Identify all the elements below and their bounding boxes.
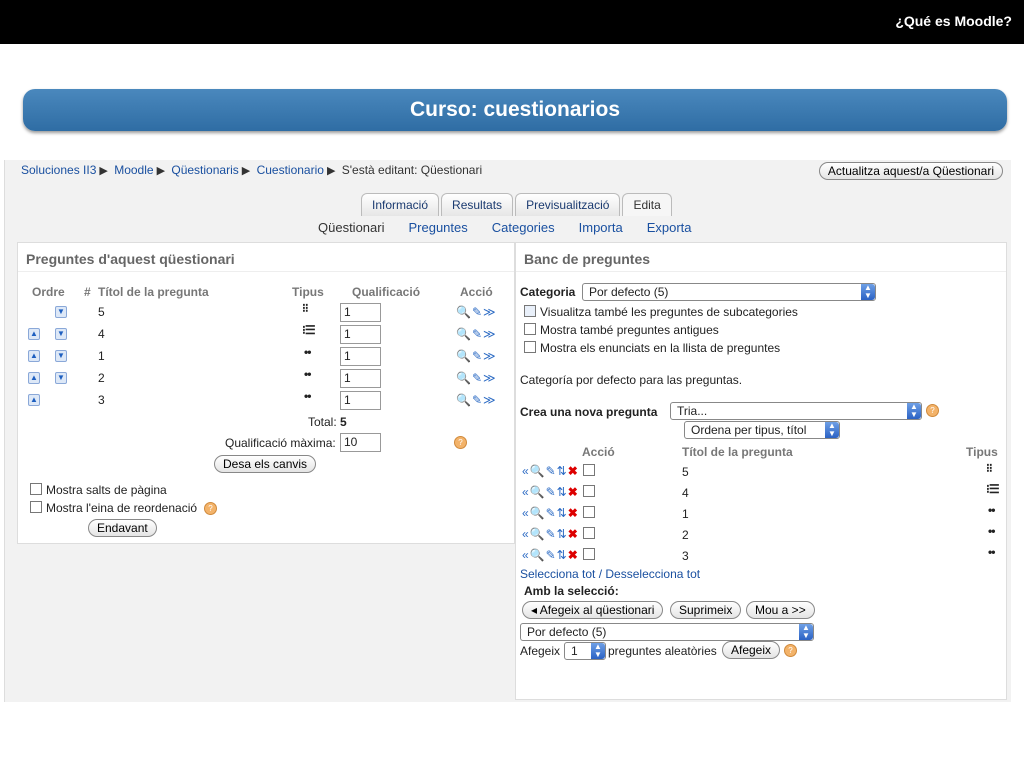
with-selection-label: Amb la selecció: xyxy=(524,584,619,598)
checkbox[interactable] xyxy=(30,483,42,495)
grade-input[interactable]: 1 xyxy=(340,303,381,322)
truefalse-type-icon: •• xyxy=(988,524,995,538)
tab-preview[interactable]: Previsualització xyxy=(515,193,620,216)
checkbox[interactable] xyxy=(583,485,595,497)
select-arrow-icon: ▲ ▼ xyxy=(907,403,921,419)
subtab-quiz[interactable]: Qüestionari xyxy=(318,220,385,235)
col-grade: Qualificació xyxy=(352,285,421,299)
select-value: Por defecto (5) xyxy=(589,285,669,299)
question-bank-panel xyxy=(515,242,1007,700)
grade-input[interactable]: 1 xyxy=(340,391,381,410)
option-label: Mostra salts de pàgina xyxy=(46,483,167,497)
subtab-bar xyxy=(318,220,716,235)
add-random-button[interactable]: Afegeix xyxy=(722,641,780,659)
question-text-option[interactable] xyxy=(524,341,780,355)
truefalse-type-icon: •• xyxy=(304,345,311,359)
breadcrumb-current: S'està editant: Qüestionari xyxy=(341,163,483,177)
banner-title: Curso: cuestionarios xyxy=(409,98,621,121)
select-value: Ordena per tipus, títol xyxy=(691,423,807,437)
breadcrumb-item[interactable]: Cuestionario xyxy=(256,163,324,177)
category-description: Categoría por defecto para las preguntas. xyxy=(520,373,743,387)
checkbox[interactable] xyxy=(583,506,595,518)
move-down-icon[interactable]: ▼ xyxy=(55,350,67,362)
move-down-icon[interactable]: ▼ xyxy=(55,372,67,384)
slide-header-bar xyxy=(0,0,1024,44)
bank-row-actions[interactable]: «🔍✎⇅✖ xyxy=(522,506,599,520)
truefalse-type-icon: •• xyxy=(988,545,995,559)
action-icons[interactable]: 🔍✎≫ xyxy=(456,305,497,319)
category-label: Categoria xyxy=(520,285,576,299)
update-quiz-button[interactable]: Actualitza aquest/a Qüestionari xyxy=(819,162,1003,180)
select-value: Por defecto (5) xyxy=(527,625,607,639)
help-icon[interactable]: ? xyxy=(454,436,467,449)
checkbox[interactable] xyxy=(524,323,536,335)
breadcrumb-item[interactable]: Qüestionaris xyxy=(171,163,239,177)
bank-question-title: 1 xyxy=(682,507,689,521)
create-question-select[interactable] xyxy=(670,402,922,420)
col-order: Ordre xyxy=(32,285,65,299)
add-to-quiz-button[interactable]: ◂ Afegeix al qüestionari xyxy=(522,601,663,619)
question-title: 5 xyxy=(98,305,105,319)
grade-input[interactable]: 1 xyxy=(340,369,381,388)
max-grade-label: Qualificació màxima: xyxy=(225,436,336,450)
action-icons[interactable]: 🔍✎≫ xyxy=(456,371,497,385)
tab-edit[interactable]: Edita xyxy=(622,193,671,216)
bank-question-title: 2 xyxy=(682,528,689,542)
bank-row-actions[interactable]: «🔍✎⇅✖ xyxy=(522,464,599,478)
slide-header-title: ¿Qué es Moodle? xyxy=(895,13,1012,29)
breadcrumb-item[interactable]: Soluciones II3 xyxy=(21,163,97,177)
max-grade-input[interactable]: 10 xyxy=(340,433,381,452)
breadcrumb: Soluciones II3 ▶ Moodle ▶ Qüestionaris ▶ Cuestionario ▶ S'està editant: Qüestionari xyxy=(21,163,483,177)
col-num: # xyxy=(84,285,91,299)
select-arrow-icon: ▲ ▼ xyxy=(799,624,813,640)
bank-question-title: 4 xyxy=(682,486,689,500)
grade-input[interactable]: 1 xyxy=(340,347,381,366)
total-value: 5 xyxy=(340,415,347,429)
checkbox[interactable] xyxy=(30,501,42,513)
checkbox[interactable] xyxy=(583,527,595,539)
col-action: Acció xyxy=(460,285,493,299)
grade-input[interactable]: 1 xyxy=(340,325,381,344)
help-icon[interactable]: ? xyxy=(204,502,217,515)
create-question-label: Crea una nova pregunta xyxy=(520,405,658,419)
list-type-icon: ⁝☰ xyxy=(302,323,315,337)
subtab-import[interactable]: Importa xyxy=(578,220,623,235)
show-reorder-option[interactable] xyxy=(30,501,197,515)
sort-select[interactable] xyxy=(684,421,840,439)
panel-title: Banc de preguntes xyxy=(516,243,1006,272)
move-up-icon[interactable]: ▲ xyxy=(28,394,40,406)
tab-bar xyxy=(361,193,674,216)
col-action: Acció xyxy=(582,445,615,459)
select-arrow-icon: ▲ ▼ xyxy=(591,643,605,659)
checkbox[interactable] xyxy=(524,305,536,317)
move-down-icon[interactable]: ▼ xyxy=(55,328,67,340)
action-icons[interactable]: 🔍✎≫ xyxy=(456,327,497,341)
question-title: 1 xyxy=(98,349,105,363)
go-button[interactable]: Endavant xyxy=(88,519,157,537)
action-icons[interactable]: 🔍✎≫ xyxy=(456,393,497,407)
option-label: Mostra també preguntes antigues xyxy=(540,323,719,337)
checkbox[interactable] xyxy=(583,548,595,560)
help-icon[interactable]: ? xyxy=(784,644,797,657)
select-arrow-icon: ▲ ▼ xyxy=(825,422,839,438)
moodle-screenshot xyxy=(4,160,1011,702)
random-count-select[interactable] xyxy=(564,642,606,660)
col-title: Títol de la pregunta xyxy=(682,445,793,459)
move-up-icon[interactable]: ▲ xyxy=(28,328,40,340)
move-down-icon[interactable]: ▼ xyxy=(55,306,67,318)
subcategories-option[interactable] xyxy=(524,305,798,319)
question-title: 3 xyxy=(98,393,105,407)
truefalse-type-icon: •• xyxy=(988,503,995,517)
move-target-select[interactable] xyxy=(520,623,814,641)
random-suffix: preguntes aleatòries xyxy=(608,644,717,658)
subtab-export[interactable]: Exporta xyxy=(646,220,692,235)
col-type: Tipus xyxy=(292,285,324,299)
bank-question-title: 5 xyxy=(682,465,689,479)
select-value: 1 xyxy=(571,644,578,658)
select-all-link[interactable]: Selecciona tot / Desselecciona tot xyxy=(520,567,701,581)
slide-banner xyxy=(23,89,1007,131)
option-label: Visualitza també les preguntes de subcategories xyxy=(540,305,798,319)
checkbox[interactable] xyxy=(524,341,536,353)
help-icon[interactable]: ? xyxy=(926,404,939,417)
option-label: Mostra l'eina de reordenació xyxy=(46,501,198,515)
question-title: 2 xyxy=(98,371,105,385)
subtab-categories[interactable]: Categories xyxy=(491,220,555,235)
multichoice-type-icon: ⁝⁝ xyxy=(986,461,992,475)
bank-row-actions[interactable]: «🔍✎⇅✖ xyxy=(522,485,599,499)
total-row xyxy=(308,415,347,429)
show-page-breaks-option[interactable] xyxy=(30,483,167,497)
save-changes-button[interactable]: Desa els canvis xyxy=(214,455,316,473)
checkbox[interactable] xyxy=(583,464,595,476)
panel-title: Preguntes d'aquest qüestionari xyxy=(18,243,514,272)
random-prefix: Afegeix xyxy=(520,644,561,658)
tab-results[interactable]: Resultats xyxy=(441,193,513,216)
tab-info[interactable]: Informació xyxy=(361,193,439,216)
col-type: Tipus xyxy=(966,445,998,459)
truefalse-type-icon: •• xyxy=(304,367,311,381)
bank-row-actions[interactable]: «🔍✎⇅✖ xyxy=(522,527,599,541)
select-arrow-icon: ▲ ▼ xyxy=(861,284,875,300)
col-title: Títol de la pregunta xyxy=(98,285,209,299)
quiz-questions-panel xyxy=(17,242,515,544)
move-up-icon[interactable]: ▲ xyxy=(28,372,40,384)
select-value: Tria... xyxy=(677,404,708,418)
list-type-icon: ⁝☰ xyxy=(986,482,999,496)
bank-question-title: 3 xyxy=(682,549,689,563)
question-title: 4 xyxy=(98,327,105,341)
truefalse-type-icon: •• xyxy=(304,389,311,403)
breadcrumb-item[interactable]: Moodle xyxy=(114,163,154,177)
category-select[interactable] xyxy=(582,283,876,301)
multichoice-type-icon: ⁝⁝ xyxy=(302,301,308,315)
delete-button[interactable]: Suprimeix xyxy=(670,601,741,619)
old-questions-option[interactable] xyxy=(524,323,719,337)
total-label: Total: xyxy=(308,415,337,429)
action-icons[interactable]: 🔍✎≫ xyxy=(456,349,497,363)
option-label: Mostra els enunciats en la llista de preguntes xyxy=(540,341,781,355)
move-to-button[interactable]: Mou a >> xyxy=(746,601,815,619)
subtab-questions[interactable]: Preguntes xyxy=(408,220,468,235)
bank-row-actions[interactable]: «🔍✎⇅✖ xyxy=(522,548,599,562)
move-up-icon[interactable]: ▲ xyxy=(28,350,40,362)
